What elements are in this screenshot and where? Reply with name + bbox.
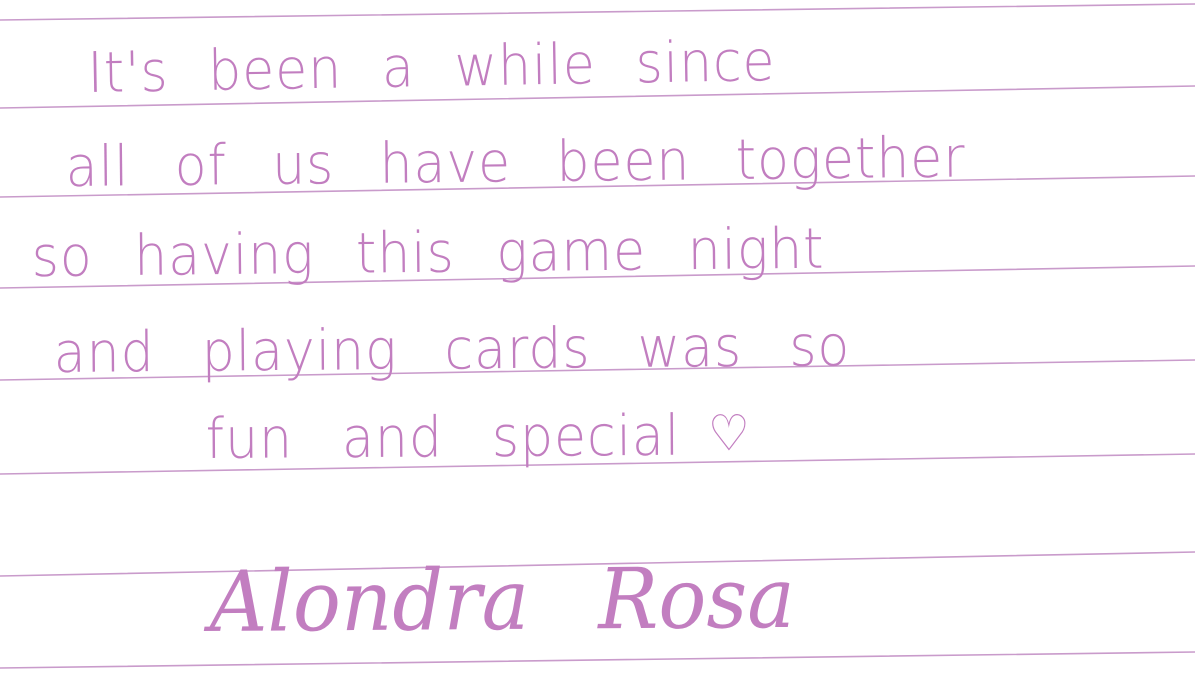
note-line-1: It's been a while since <box>86 29 777 106</box>
signature: Alondra Rosa <box>209 548 796 651</box>
note-line-4: and playing cards was so <box>53 314 851 386</box>
rule-line <box>0 652 1195 668</box>
note-line-3: so having this game night <box>31 216 825 290</box>
note-line-5 <box>205 403 751 472</box>
heart-outline-icon: ♡ <box>707 404 751 463</box>
note-line-2: all of us have been together <box>65 125 966 200</box>
note-line-5-text: fun and special <box>205 403 681 472</box>
rule-line <box>0 4 1195 20</box>
